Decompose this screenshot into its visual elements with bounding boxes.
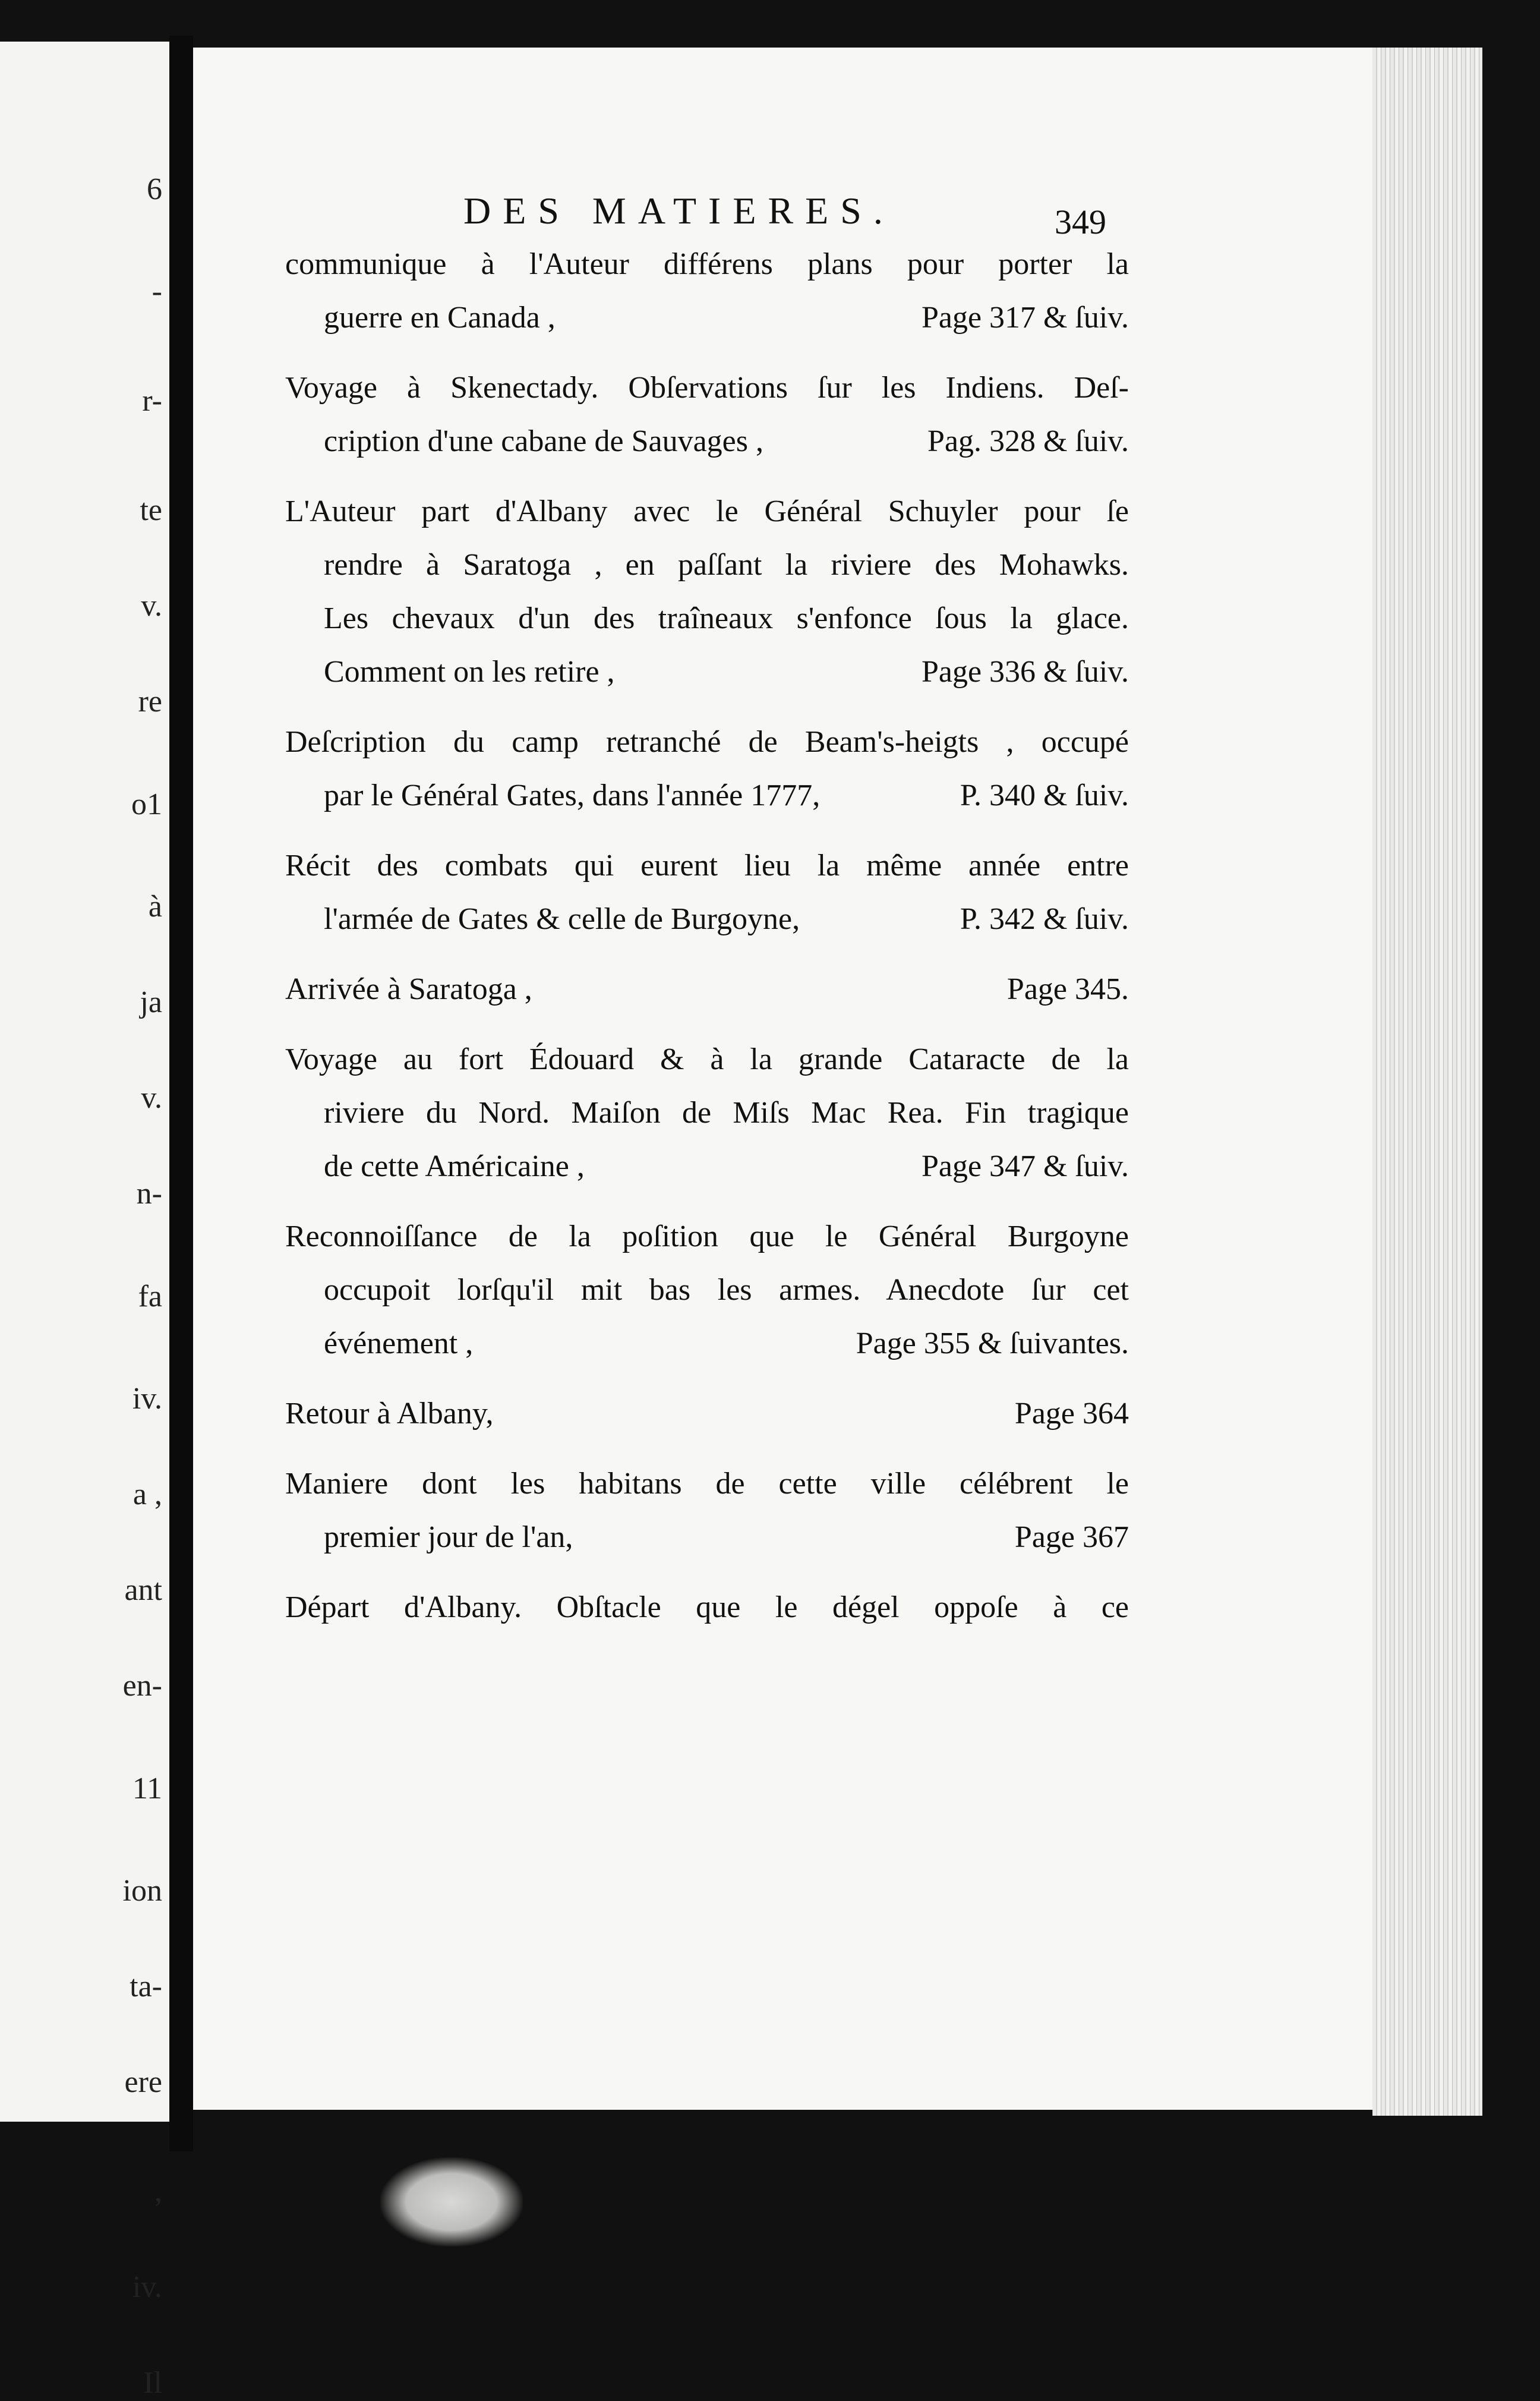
entry-line: Maniere dont les habitans de cette ville célébrent le [285,1467,1129,1501]
page-reference: Page 347 & ſuiv. [921,1149,1129,1183]
left-fragment: o1 [131,787,162,821]
entry-line: L'Auteur part d'Albany avec le Général Schuyler pour ſe [285,494,1129,528]
paper-scrap [380,2157,523,2246]
entry-line: occupoit lorſqu'il mit bas les armes. Anecdote ſur cet [324,1273,1129,1307]
index-entry [285,1033,1129,1193]
left-fragment: a , [132,1477,162,1511]
left-fragment: ja [140,985,162,1019]
left-fragment: re [138,685,162,719]
page-number: 349 [1055,203,1106,241]
entry-last-line [285,1140,1129,1193]
entry-text: Comment on les retire , [324,655,615,689]
entry-text: premier jour de l'an, [324,1520,573,1554]
left-fragment: 6 [147,172,162,206]
entry-line: riviere du Nord. Maiſon de Miſs Mac Rea. Fin tragique [324,1096,1129,1130]
entry-text: par le Général Gates, dans l'année 1777, [324,779,821,812]
entry-last-line [285,1511,1129,1564]
book-gutter [169,36,193,2151]
entry-text: cription d'une cabane de Sauvages , [324,424,763,458]
entry-text: Arrivée à Saratoga , [285,972,532,1006]
entry-line: Les chevaux d'un des traîneaux s'enfonce ſous la glace. [324,601,1129,635]
entry-text: guerre en Canada , [324,301,556,335]
left-fragment: , [154,2175,162,2208]
entry-line: Récit des combats qui eurent lieu la même année entre [285,849,1129,883]
entry-last-line [285,645,1129,699]
entry-line: Voyage au fort Édouard & à la grande Cataracte de la [285,1042,1129,1076]
left-fragment: te [140,493,162,527]
left-fragment: v. [141,589,162,623]
page-reference: Page 367 [1014,1520,1129,1554]
page-reference: Page 336 & ſuiv. [921,655,1129,689]
left-fragment: 11 [132,1771,162,1806]
page-reference: Pag. 328 & ſuiv. [927,424,1129,458]
left-page-text-fragments [0,42,169,2400]
left-fragment: - [152,275,162,308]
left-fragment: iv. [132,2270,162,2304]
left-page [0,42,169,2400]
page-reference: Page 317 & ſuiv. [921,301,1129,335]
entry-last-line [285,963,1129,1016]
running-title: DES MATIERES. [463,190,895,232]
left-fragment: ta- [130,1970,162,2003]
index-entry [285,1210,1129,1370]
index-entries [285,238,1129,1651]
page-header [463,178,1129,244]
entry-line: Reconnoiſſance de la poſition que le Général Burgoyne [285,1220,1129,1253]
left-fragment: ant [124,1573,162,1607]
index-entry [285,361,1129,468]
left-fragment: en- [122,1669,162,1703]
entry-last-line [285,1387,1129,1441]
entry-last-line [285,769,1129,823]
entry-text: Retour à Albany, [285,1397,494,1430]
entry-line: Deſcription du camp retranché de Beam's-heigts , occupé [285,725,1129,759]
entry-line: Voyage à Skenectady. Obſervations ſur les Indiens. Deſ- [285,371,1129,405]
entry-text: événement , [324,1326,474,1360]
left-fragment: fa [138,1279,162,1313]
page-reference: Page 345. [1006,972,1129,1006]
index-entry [285,716,1129,823]
index-entry [285,963,1129,1016]
entry-last-line [285,291,1129,345]
left-fragment: iv. [132,1382,162,1416]
index-entry [285,485,1129,699]
left-fragment: ere [124,2065,162,2099]
page-reference: P. 342 & ſuiv. [960,902,1129,936]
left-fragment: v. [141,1081,162,1115]
index-entry [285,1581,1129,1634]
left-fragment: à [148,890,162,924]
index-entry [285,238,1129,345]
entry-line: communique à l'Auteur différens plans pour porter la [285,247,1129,281]
entry-text: l'armée de Gates & celle de Burgoyne, [324,902,800,936]
page-reference: Page 364 [1014,1397,1129,1430]
index-entry [285,1457,1129,1564]
left-fragment: ion [122,1874,162,1908]
entry-last-line [285,893,1129,946]
entry-line: Départ d'Albany. Obſtacle que le dégel oppoſe à ce [285,1590,1129,1624]
page-reference: P. 340 & ſuiv. [960,779,1129,812]
page-edge-shadow [1482,36,1540,2175]
index-entry [285,839,1129,946]
entry-last-line [285,1317,1129,1370]
page-edges [1372,48,1482,2116]
left-fragment: r- [142,384,162,418]
left-fragment: n- [136,1177,162,1211]
page-reference: Page 355 & ſuivantes. [856,1326,1129,1360]
index-entry [285,1387,1129,1441]
entry-text: de cette Américaine , [324,1149,585,1183]
entry-last-line [285,415,1129,468]
entry-line: rendre à Saratoga , en paſſant la riviere des Mohawks. [324,548,1129,582]
left-fragment: Il [143,2366,162,2400]
